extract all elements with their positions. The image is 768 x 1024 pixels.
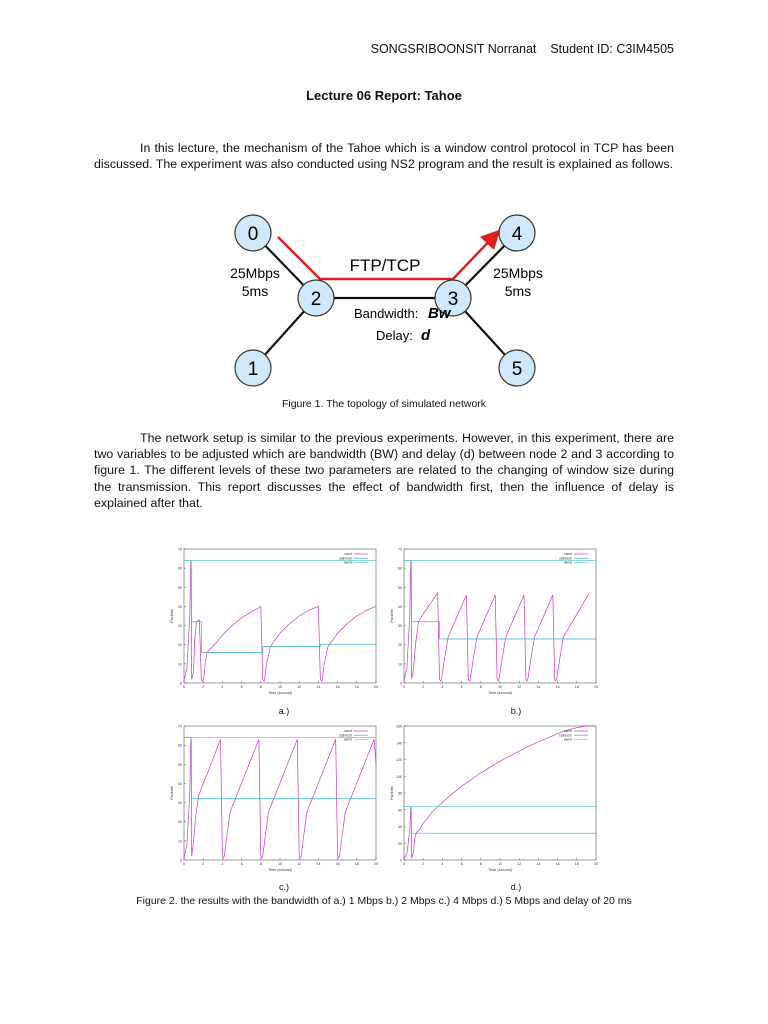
plot-frame bbox=[184, 726, 376, 860]
setup-text: The network setup is similar to the previous experiments. However, in this experiment, there are two variables to be adjusted which are bandwidth (BW) and delay (d) between node 2 and 3 according to figure 1. The different levels of these two parameters are related to the changing of window size during the transmission. This report discusses the effect of bandwidth first, then the influence of delay is explained after that. bbox=[94, 431, 674, 510]
x-tick-label: 2 bbox=[202, 685, 205, 689]
y-axis-label: Packets bbox=[390, 786, 394, 800]
x-tick-label: 4 bbox=[221, 862, 224, 866]
sublabel-a: a.) bbox=[278, 706, 290, 716]
x-tick-label: 10 bbox=[278, 862, 282, 866]
left-link-delay: 5ms bbox=[241, 283, 269, 299]
svg-text:1: 1 bbox=[247, 359, 259, 380]
y-tick-label: 40 bbox=[178, 604, 182, 609]
x-tick-label: 6 bbox=[460, 685, 463, 689]
bandwidth-label: Bandwidth: bbox=[354, 306, 419, 321]
chart-panel-c bbox=[168, 720, 384, 878]
x-tick-label: 0 bbox=[403, 862, 405, 866]
x-tick-label: 20 bbox=[594, 685, 598, 689]
y-tick-label: 70 bbox=[398, 547, 402, 552]
legend-label: cwnd bbox=[564, 552, 572, 557]
x-tick-label: 12 bbox=[297, 862, 302, 866]
x-tick-label: 0 bbox=[403, 685, 405, 689]
x-tick-label: 12 bbox=[517, 862, 522, 866]
y-tick-label: 40 bbox=[398, 604, 402, 609]
node-0 bbox=[235, 215, 271, 251]
legend-label: ssthresh bbox=[559, 733, 572, 738]
x-tick-label: 20 bbox=[374, 685, 378, 689]
y-tick-label: 0 bbox=[180, 681, 182, 686]
y-tick-label: 160 bbox=[396, 724, 402, 729]
y-tick-label: 0 bbox=[180, 858, 182, 863]
x-axis-label: Time (second) bbox=[487, 691, 513, 695]
y-tick-label: 40 bbox=[178, 781, 182, 786]
x-tick-label: 8 bbox=[479, 862, 482, 866]
plot-frame bbox=[404, 549, 596, 683]
x-tick-label: 0 bbox=[183, 685, 185, 689]
x-tick-label: 0 bbox=[183, 862, 185, 866]
y-tick-label: 50 bbox=[398, 585, 402, 590]
x-tick-label: 14 bbox=[536, 685, 541, 689]
sublabel-b: b.) bbox=[510, 706, 522, 716]
page-header bbox=[371, 42, 674, 56]
x-tick-label: 2 bbox=[422, 685, 425, 689]
topology-diagram bbox=[220, 205, 560, 390]
x-tick-label: 12 bbox=[517, 685, 522, 689]
y-tick-label: 50 bbox=[178, 762, 182, 767]
y-tick-label: 10 bbox=[398, 662, 402, 667]
author-name: SONGSRIBOONSIT Norranat bbox=[370, 42, 537, 56]
x-tick-label: 8 bbox=[479, 685, 482, 689]
y-tick-label: 30 bbox=[178, 624, 182, 629]
y-axis-label: Packets bbox=[170, 786, 174, 800]
x-tick-label: 18 bbox=[574, 862, 579, 866]
y-tick-label: 60 bbox=[398, 808, 402, 813]
x-tick-label: 8 bbox=[259, 685, 262, 689]
legend-label: ssthresh bbox=[339, 556, 352, 561]
y-tick-label: 30 bbox=[178, 801, 182, 806]
svg-text:0: 0 bbox=[247, 224, 259, 245]
x-axis-label: Time (second) bbox=[267, 691, 293, 695]
y-tick-label: 80 bbox=[398, 791, 402, 796]
legend-label: awnd bbox=[343, 737, 352, 742]
x-tick-label: 10 bbox=[498, 862, 502, 866]
y-tick-label: 140 bbox=[396, 741, 402, 746]
svg-text:2: 2 bbox=[310, 289, 322, 310]
delay-label: Delay: bbox=[376, 328, 413, 343]
y-axis-label: Packets bbox=[170, 609, 174, 623]
node-4 bbox=[499, 215, 535, 251]
intro-paragraph bbox=[94, 140, 674, 172]
flow-label: FTP/TCP bbox=[349, 256, 421, 275]
x-tick-label: 18 bbox=[354, 685, 359, 689]
x-tick-label: 2 bbox=[422, 862, 425, 866]
x-tick-label: 20 bbox=[374, 862, 378, 866]
sublabel-d: d.) bbox=[510, 882, 522, 892]
left-link-bandwidth: 25Mbps bbox=[230, 265, 280, 281]
y-axis-label: Packets bbox=[390, 609, 394, 623]
y-tick-label: 20 bbox=[398, 643, 402, 648]
y-tick-label: 60 bbox=[398, 566, 402, 571]
x-tick-label: 6 bbox=[240, 862, 243, 866]
x-tick-label: 6 bbox=[240, 685, 243, 689]
x-tick-label: 4 bbox=[221, 685, 224, 689]
y-tick-label: 20 bbox=[178, 643, 182, 648]
x-tick-label: 16 bbox=[555, 862, 560, 866]
x-tick-label: 20 bbox=[594, 862, 598, 866]
legend-label: awnd bbox=[563, 737, 572, 742]
y-tick-label: 30 bbox=[398, 624, 402, 629]
x-tick-label: 8 bbox=[259, 862, 262, 866]
y-tick-label: 0 bbox=[400, 681, 402, 686]
y-tick-label: 70 bbox=[178, 724, 182, 729]
y-tick-label: 0 bbox=[400, 858, 402, 863]
right-link-bandwidth: 25Mbps bbox=[493, 265, 543, 281]
setup-paragraph bbox=[94, 430, 674, 511]
chart-panel-d bbox=[388, 720, 604, 878]
x-tick-label: 16 bbox=[335, 862, 340, 866]
x-axis-label: Time (second) bbox=[267, 868, 293, 872]
delay-variable: d bbox=[421, 327, 431, 344]
legend-label: awnd bbox=[343, 560, 352, 565]
bandwidth-variable: Bw bbox=[428, 305, 451, 322]
x-tick-label: 14 bbox=[316, 862, 321, 866]
x-tick-label: 12 bbox=[297, 685, 302, 689]
student-id: Student ID: C3IM4505 bbox=[550, 42, 674, 56]
svg-text:3: 3 bbox=[447, 289, 459, 310]
y-tick-label: 100 bbox=[396, 774, 402, 779]
node-1 bbox=[235, 350, 271, 386]
x-tick-label: 14 bbox=[316, 685, 321, 689]
x-axis-label: Time (second) bbox=[487, 868, 513, 872]
legend-label: cwnd bbox=[344, 729, 352, 734]
x-tick-label: 4 bbox=[441, 685, 444, 689]
plot-frame bbox=[404, 726, 596, 860]
y-tick-label: 70 bbox=[178, 547, 182, 552]
x-tick-label: 16 bbox=[555, 685, 560, 689]
figure2-caption: Figure 2. the results with the bandwidth of a.) 1 Mbps b.) 2 Mbps c.) 4 Mbps d.) 5 Mbps and delay of 20 ms bbox=[136, 895, 632, 907]
x-tick-label: 14 bbox=[536, 862, 541, 866]
x-tick-label: 18 bbox=[354, 862, 359, 866]
intro-text: In this lecture, the mechanism of the Tahoe which is a window control protocol in TCP has been discussed. The experiment was also conducted using NS2 program and the result is explained as follows. bbox=[94, 141, 674, 172]
y-tick-label: 20 bbox=[178, 820, 182, 825]
sublabel-c: c.) bbox=[279, 882, 289, 892]
y-tick-label: 10 bbox=[178, 662, 182, 667]
legend-label: ssthresh bbox=[339, 733, 352, 738]
figure1-caption: Figure 1. The topology of simulated network bbox=[281, 398, 487, 410]
x-tick-label: 6 bbox=[460, 862, 463, 866]
svg-text:5: 5 bbox=[511, 359, 523, 380]
x-tick-label: 16 bbox=[335, 685, 340, 689]
legend-label: cwnd bbox=[564, 729, 572, 734]
plot-frame bbox=[184, 549, 376, 683]
y-tick-label: 50 bbox=[178, 585, 182, 590]
chart-panel-b bbox=[388, 543, 604, 701]
x-tick-label: 10 bbox=[498, 685, 502, 689]
x-tick-label: 4 bbox=[441, 862, 444, 866]
legend-label: cwnd bbox=[344, 552, 352, 557]
node-5 bbox=[499, 350, 535, 386]
x-tick-label: 18 bbox=[574, 685, 579, 689]
right-link-delay: 5ms bbox=[504, 283, 532, 299]
y-tick-label: 120 bbox=[396, 758, 402, 762]
x-tick-label: 2 bbox=[202, 862, 205, 866]
x-tick-label: 10 bbox=[278, 685, 282, 689]
chart-panel-a bbox=[168, 543, 384, 701]
svg-text:4: 4 bbox=[511, 224, 523, 245]
y-tick-label: 40 bbox=[398, 825, 402, 829]
y-tick-label: 60 bbox=[178, 566, 182, 571]
y-tick-label: 20 bbox=[398, 841, 402, 846]
legend-label: ssthresh bbox=[559, 556, 572, 561]
y-tick-label: 10 bbox=[178, 839, 182, 844]
node-2 bbox=[298, 280, 334, 316]
report-title: Lecture 06 Report: Tahoe bbox=[306, 88, 462, 103]
legend-label: awnd bbox=[563, 560, 572, 565]
y-tick-label: 60 bbox=[178, 743, 182, 748]
